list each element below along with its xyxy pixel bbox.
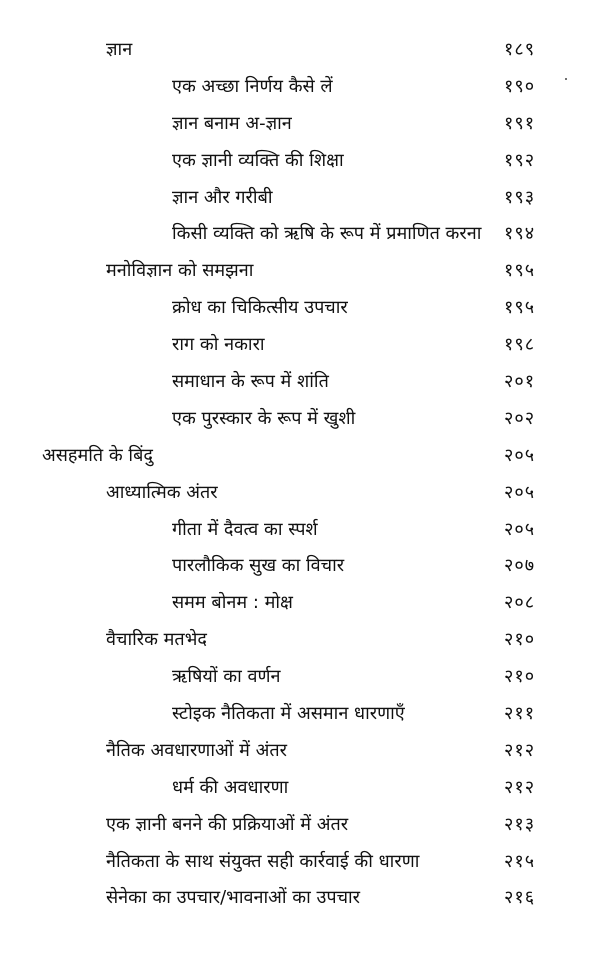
- toc-entry-title: सेनेका का उपचार/भावनाओं का उपचार: [106, 887, 361, 909]
- toc-entry: [0, 844, 600, 881]
- toc-entry-title: किसी व्यक्ति को ऋषि के रूप में प्रमाणित करना: [172, 223, 482, 245]
- toc-entry-title: मनोविज्ञान को समझना: [106, 260, 254, 282]
- toc-entry-title: समम बोनम : मोक्ष: [172, 592, 293, 614]
- toc-entry-page-number: २०१: [504, 371, 536, 393]
- toc-entry-title: समाधान के रूप में शांति: [172, 371, 329, 393]
- toc-entry-title: एक ज्ञानी बनने की प्रक्रियाओं में अंतर: [106, 813, 349, 835]
- toc-entry-page-number: २१६: [504, 887, 536, 909]
- toc-entry-page-number: २१०: [504, 629, 536, 651]
- toc-entry-page-number: २१३: [504, 813, 536, 835]
- toc-entry-title: नैतिकता के साथ संयुक्त सही कार्रवाई की धारणा: [106, 850, 420, 872]
- toc-entry-title: एक पुरस्कार के रूप में खुशी: [172, 407, 356, 429]
- toc-entry-page-number: १९५: [504, 260, 536, 282]
- toc-entry-title: ऋषियों का वर्णन: [172, 666, 281, 688]
- toc-entry-title: एक ज्ञानी व्यक्ति की शिक्षा: [172, 149, 344, 171]
- toc-entry-page-number: २१५: [504, 850, 536, 872]
- toc-entry-page-number: २०७: [504, 555, 536, 577]
- toc-entry: [0, 143, 600, 180]
- toc-entry: [0, 733, 600, 770]
- toc-entry-page-number: १९५: [504, 297, 536, 319]
- toc-entry: [0, 401, 600, 438]
- toc-entry-page-number: १८९: [504, 39, 536, 60]
- toc-entry: [0, 770, 600, 807]
- toc-entry: [0, 32, 600, 69]
- toc-entry: [0, 475, 600, 512]
- toc-entry-title: ज्ञान और गरीबी: [172, 186, 273, 208]
- toc-entry-page-number: २०८: [504, 592, 536, 614]
- toc-entry-page-number: २०५: [504, 518, 536, 540]
- toc-entry-page-number: १९१: [504, 112, 536, 134]
- toc-entry-title: राग को नकारा: [172, 334, 265, 356]
- toc-entry-page-number: २०५: [504, 444, 536, 466]
- toc-entry-title: ज्ञान बनाम अ-ज्ञान: [172, 112, 292, 134]
- toc-entry-page-number: १९०: [504, 75, 536, 97]
- toc-entry-title: धर्म की अवधारणा: [172, 776, 289, 798]
- toc-entry-page-number: २०५: [504, 481, 536, 503]
- toc-entry: [0, 512, 600, 549]
- toc-entry-page-number: २०२: [504, 407, 536, 429]
- toc-entry: [0, 880, 600, 917]
- toc-entry-title: गीता में दैवत्व का स्पर्श: [172, 518, 318, 540]
- toc-entry-title: पारलौकिक सुख का विचार: [172, 555, 345, 577]
- toc-entry-page-number: १९८: [504, 334, 536, 356]
- toc-entry: [0, 585, 600, 622]
- toc-entry-title: ज्ञान: [106, 39, 133, 60]
- toc-entry-title: नैतिक अवधारणाओं में अंतर: [106, 739, 287, 761]
- toc-entry-page-number: २११: [504, 703, 536, 725]
- toc-entry-page-number: २१२: [504, 739, 536, 761]
- toc-entry-page-number: १९४: [504, 223, 536, 245]
- toc-entry: [0, 659, 600, 696]
- toc-entry-title: स्टोइक नैतिकता में असमान धारणाएँ: [172, 703, 405, 725]
- toc-entry-page-number: १९२: [504, 149, 536, 171]
- toc-entry: [0, 69, 600, 106]
- toc-entry: [0, 290, 600, 327]
- toc-entry: [0, 180, 600, 217]
- table-of-contents: [0, 32, 600, 917]
- toc-entry-title: एक अच्छा निर्णय कैसे लें: [172, 75, 333, 97]
- toc-entry-title: असहमति के बिंदु: [42, 444, 153, 466]
- toc-entry: [0, 548, 600, 585]
- toc-entry-title: आध्यात्मिक अंतर: [106, 481, 218, 503]
- toc-entry-title: वैचारिक मतभेद: [106, 629, 207, 651]
- toc-entry: [0, 253, 600, 290]
- toc-entry: [0, 327, 600, 364]
- toc-entry-title: क्रोध का चिकित्सीय उपचार: [172, 297, 348, 319]
- toc-entry: [0, 807, 600, 844]
- toc-entry: [0, 622, 600, 659]
- toc-entry-page-number: २१०: [504, 666, 536, 688]
- toc-entry: [0, 216, 600, 253]
- toc-entry: [0, 438, 600, 475]
- toc-entry: [0, 364, 600, 401]
- toc-entry: [0, 106, 600, 143]
- toc-entry-page-number: २१२: [504, 776, 536, 798]
- toc-entry-page-number: १९३: [504, 186, 536, 208]
- toc-entry: [0, 696, 600, 733]
